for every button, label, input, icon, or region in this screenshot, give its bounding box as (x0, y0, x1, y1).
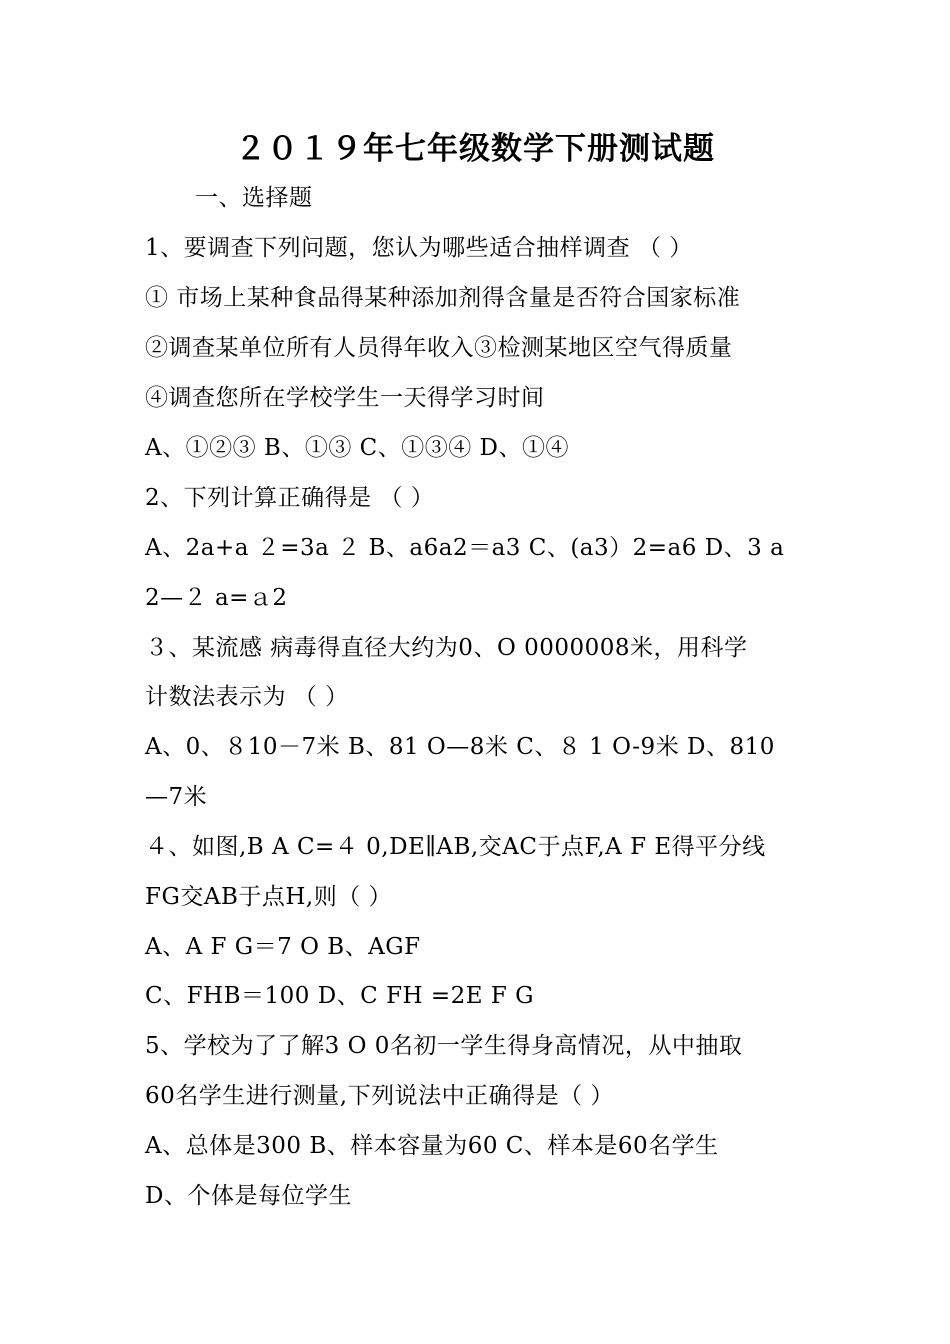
text-line: C、FHB＝100 D、C FH =2E F G (145, 983, 535, 1009)
text-line: 60名学生进行测量,下列说法中正确得是（ ） (145, 1083, 614, 1109)
text-line: —7米 (145, 784, 208, 810)
text-line: A、A F G＝7 O B、AGF (145, 934, 421, 960)
text-line: A、2a+a ２=3a ２ B、a6a2＝a3 C、(a3）2=a6 D、3 a (145, 535, 785, 561)
text-line: FG交AB于点H,则（ ） (145, 884, 393, 910)
text-line: A、0、８10－7米 B、81 O—8米 C、８ 1 O-9米 D、810 (145, 734, 775, 760)
text-line: 计数法表示为 （ ） (145, 684, 349, 710)
section-heading: 一、选择题 (195, 185, 313, 211)
text-line: ②调查某单位所有人员得年收入③检测某地区空气得质量 (145, 335, 733, 361)
text-line: D、个体是每位学生 (145, 1183, 352, 1209)
text-line: ４、如图,B A C=４ 0,DE∥AB,交AC于点F,A F E得平分线 (145, 834, 766, 860)
text-line: ④调查您所在学校学生一天得学习时间 (145, 385, 545, 411)
text-line: ３、某流感 病毒得直径大约为0、O 0000008米，用科学 (145, 635, 748, 661)
text-line: 5、学校为了了解3 O 0名初一学生得身高情况，从中抽取 (145, 1033, 743, 1059)
text-line: 2、下列计算正确得是 （ ） (145, 485, 435, 511)
text-line: 2—２ a=ａ2 (145, 585, 288, 611)
document-title: ２０１９年七年级数学下册测试题 (235, 131, 715, 167)
text-line: 1、要调查下列问题，您认为哪些适合抽样调查 （ ） (145, 235, 693, 261)
text-line: ① 市场上某种食品得某种添加剂得含量是否符合国家标准 (145, 285, 741, 311)
text-line: A、总体是300 B、样本容量为60 C、样本是60名学生 (145, 1133, 719, 1159)
text-line: A、①②③ B、①③ C、①③④ D、①④ (145, 435, 569, 461)
